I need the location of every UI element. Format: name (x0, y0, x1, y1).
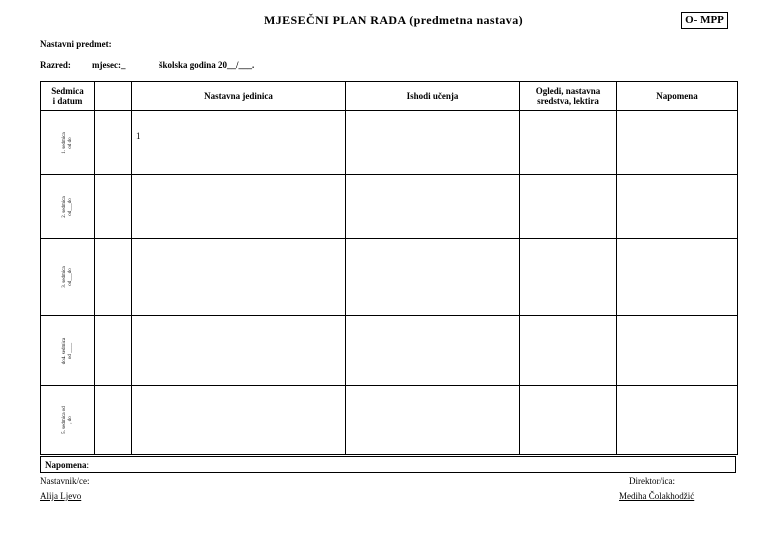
director-label: Direktor/ica: (629, 476, 675, 486)
aids-cell[interactable] (520, 175, 617, 239)
outcomes-cell[interactable] (346, 316, 520, 386)
aids-cell[interactable] (520, 386, 617, 455)
week-dates: od___do (67, 197, 73, 216)
week-label: 2. sedmica (61, 195, 67, 218)
week-cell (41, 386, 95, 455)
notes-box[interactable] (40, 456, 736, 473)
lesson-cell[interactable] (132, 316, 346, 386)
lesson-cell[interactable] (132, 386, 346, 455)
month-label: mjesec:_ (92, 60, 126, 70)
col-aids-header (520, 82, 617, 111)
subject-label: Nastavni predmet: (40, 39, 112, 49)
notes-cell[interactable] (617, 239, 738, 316)
number-cell[interactable] (95, 175, 132, 239)
outcomes-cell[interactable] (346, 175, 520, 239)
col-outcomes-header: Ishodi učenja (346, 82, 520, 111)
table-row (41, 175, 738, 239)
table-header-row (41, 82, 738, 111)
week-dates: od___do (67, 268, 73, 286)
number-cell[interactable] (95, 111, 132, 175)
director-name: Mediha Čolakhodžić (619, 491, 695, 501)
lesson-number: 1 (136, 131, 141, 141)
form-code: O- MPP (681, 12, 728, 29)
outcomes-cell[interactable] (346, 239, 520, 316)
number-cell[interactable] (95, 239, 132, 316)
table-row (41, 386, 738, 455)
week-label: 3. sedmica (61, 266, 67, 288)
plan-table (40, 81, 738, 455)
lesson-cell[interactable] (132, 239, 346, 316)
week-label: 1. sedmica (61, 131, 67, 154)
col-notes-header: Napomena (617, 82, 738, 111)
week-cell (41, 175, 95, 239)
week-dates: od ____ (67, 342, 73, 359)
lesson-cell[interactable] (132, 111, 346, 175)
table-row (41, 239, 738, 316)
week-cell (41, 239, 95, 316)
aids-cell[interactable] (520, 239, 617, 316)
lesson-cell[interactable] (132, 175, 346, 239)
notes-label: Napomena (45, 460, 87, 470)
notes-cell[interactable] (617, 386, 738, 455)
number-cell[interactable] (95, 316, 132, 386)
col-week-line2: i datum (52, 96, 83, 106)
week-dates: od do (67, 136, 73, 149)
col-lesson-header: Nastavna jedinica (132, 82, 346, 111)
col-week-line1: Sedmica (51, 86, 84, 96)
notes-colon: : (86, 460, 90, 470)
page-title: MJESEČNI PLAN RADA (predmetna nastava) (264, 13, 523, 27)
week-label: 5. sedmica od (61, 406, 67, 434)
week-cell (41, 111, 95, 175)
outcomes-cell[interactable] (346, 111, 520, 175)
table-row (41, 111, 738, 175)
teacher-name: Alija Ljevo (40, 491, 82, 501)
number-cell[interactable] (95, 386, 132, 455)
week-cell (41, 316, 95, 386)
aids-cell[interactable] (520, 111, 617, 175)
week-label: do4. sedmica (61, 337, 67, 364)
notes-cell[interactable] (617, 111, 738, 175)
notes-cell[interactable] (617, 316, 738, 386)
class-label: Razred: (40, 60, 71, 70)
week-dates: , do (67, 416, 73, 424)
teacher-label: Nastavnik/ce: (40, 476, 90, 486)
col-week-header (41, 82, 95, 111)
outcomes-cell[interactable] (346, 386, 520, 455)
school-year-label: školska godina 20__/___. (159, 60, 255, 70)
table-row (41, 316, 738, 386)
col-aids-line2: sredstva, lektira (537, 96, 599, 106)
col-aids-line1: Ogledi, nastavna (535, 86, 601, 96)
notes-cell[interactable] (617, 175, 738, 239)
aids-cell[interactable] (520, 316, 617, 386)
col-number-header (95, 82, 132, 111)
